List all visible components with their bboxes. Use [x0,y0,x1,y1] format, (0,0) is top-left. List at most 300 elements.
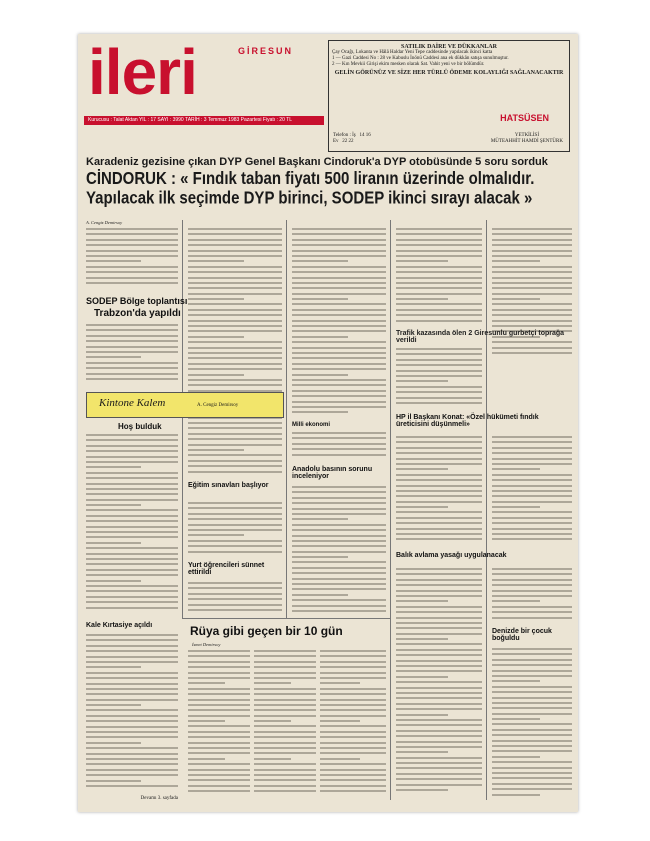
text-line [492,568,572,570]
text-line [188,587,282,589]
text-line [86,228,178,230]
text-line [254,709,316,711]
text-line [188,551,282,553]
text-line [86,736,178,738]
text-line [188,704,250,706]
text-line [396,391,482,393]
text-line [320,736,386,738]
text-line [86,763,178,765]
text-line [188,341,282,343]
text-line [292,298,348,300]
text-line [396,250,482,252]
text-line [396,364,482,366]
text-line [292,491,386,493]
text-line [396,277,482,279]
text-line [188,661,250,663]
headline-anadolu: Anadolu basının sorunu inceleniyor [292,466,373,480]
text-line [292,551,386,553]
text-line [492,691,572,693]
text-line [292,357,386,359]
text-line [492,767,572,769]
text-line [86,504,141,506]
text-line [188,266,282,268]
text-line [492,474,572,476]
text-line [254,704,316,706]
text-line [292,518,348,520]
text-line [396,501,482,503]
text-line [254,672,316,674]
text-line [188,374,244,376]
text-line [188,438,282,440]
text-line [492,756,540,758]
text-line [492,468,540,470]
text-line [292,599,386,601]
body-text [396,348,482,408]
text-line [188,725,250,727]
text-line [188,277,282,279]
text-line [292,303,386,305]
text-line [86,650,178,652]
newspaper-page [78,34,578,812]
text-line [188,260,244,262]
text-line [188,347,282,349]
text-line [86,666,141,668]
text-line [396,670,482,672]
text-line [492,686,572,688]
text-line [86,515,178,517]
text-line [396,452,482,454]
text-line [396,314,482,316]
text-line [396,260,448,262]
text-line [254,725,316,727]
text-line [188,314,282,316]
text-line [188,384,282,386]
text-line [492,579,572,581]
ad-contact: Telefon : İş 14 16 Ev 22 22 [333,133,371,144]
text-line [396,660,482,662]
text-line [188,655,250,657]
body-text [188,650,250,800]
text-line [86,466,141,468]
text-line [320,655,386,657]
text-line [188,779,250,781]
text-line [86,477,178,479]
text-line [86,356,141,358]
text-line [86,731,178,733]
text-line [396,244,482,246]
text-line [86,450,178,452]
body-text [396,436,482,546]
text-line [254,752,316,754]
text-line [320,650,386,652]
text-line [188,250,282,252]
text-line [396,633,482,635]
continued-label: Devamı 3. sayfada [140,796,178,801]
text-line [292,325,386,327]
text-line [396,353,482,355]
text-line [86,693,178,695]
text-line [86,266,178,268]
text-line [492,233,572,235]
text-line [254,774,316,776]
text-line [188,320,282,322]
text-line [254,688,316,690]
text-line [396,282,482,284]
text-line [396,697,482,699]
text-line [188,540,282,542]
text-line [188,271,282,273]
text-line [396,714,448,716]
text-line [492,595,572,597]
text-line [86,553,178,555]
text-line [292,228,386,230]
text-line [320,790,386,792]
text-line [396,751,448,753]
text-line [86,362,178,364]
text-line [320,688,386,690]
text-line [188,534,244,536]
text-line [396,348,482,350]
body-text [292,432,386,462]
text-line [492,293,572,295]
text-line [292,309,386,311]
text-line [396,741,482,743]
text-line [86,742,141,744]
text-line [292,454,386,456]
headline-yurt: Yurt öğrencileri sünnet ettirildi [188,562,265,576]
text-line [86,699,178,701]
text-line [396,611,482,613]
subheadline-sodep: Trabzon'da yapıldı [94,308,181,319]
text-line [292,556,348,558]
text-line [188,720,225,722]
text-line [492,788,572,790]
text-line [86,596,178,598]
text-line [492,244,572,246]
text-line [188,239,282,241]
text-line [396,375,482,377]
text-line [292,244,386,246]
text-line [292,287,386,289]
text-line [254,693,316,695]
text-line [188,303,282,305]
text-line [492,777,572,779]
text-line [396,606,482,608]
text-line [396,649,482,651]
text-line [86,656,178,658]
text-line [86,509,178,511]
text-line [396,255,482,257]
text-line [292,605,386,607]
text-line [254,779,316,781]
text-line [86,780,141,782]
text-line [188,427,282,429]
text-line [292,502,386,504]
text-line [188,709,250,711]
text-line [492,611,572,613]
text-line [188,769,250,771]
text-line [396,692,482,694]
text-line [292,395,386,397]
text-line [396,380,448,382]
text-line [188,518,282,520]
text-line [292,282,386,284]
text-line [292,401,386,403]
text-line [86,607,178,609]
text-line [292,384,386,386]
text-line [396,287,482,289]
text-line [188,444,282,446]
text-line [492,723,572,725]
text-line [492,745,572,747]
text-line [188,352,282,354]
headline-hp: HP il Başkanı Konat: «Özel hükümeti fındık üreticisini düşünmeli» [396,414,539,428]
text-line [188,666,250,668]
text-line [86,277,178,279]
text-line [292,239,386,241]
text-line [320,709,386,711]
text-line [396,303,482,305]
text-line [292,352,386,354]
text-line [396,402,482,404]
ad-slogan: GELİN GÖRÜNÜZ VE SİZE HER TÜRLÜ ÖDEME KOLAYLIĞI SAĞLANACAKTIR [334,70,564,76]
body-text [188,502,282,558]
text-line [492,702,572,704]
text-line [292,347,386,349]
text-line [188,758,225,760]
text-line [396,595,482,597]
text-line [396,511,482,513]
text-line [492,447,572,449]
text-line [492,522,572,524]
text-line [396,687,482,689]
text-line [292,266,386,268]
text-line [188,454,282,456]
text-line [492,303,572,305]
text-line [396,533,482,535]
text-line [188,699,250,701]
text-line [396,228,482,230]
text-line [396,627,482,629]
text-line [188,715,250,717]
text-line [188,763,250,765]
text-line [292,545,386,547]
text-line [86,774,178,776]
text-line [320,699,386,701]
text-line [492,697,572,699]
text-line [492,680,540,682]
text-line [86,434,178,436]
masthead-city: GİRESUN [238,46,294,56]
text-line [492,277,572,279]
text-line [492,490,572,492]
headline-ruya: Rüya gibi geçen bir 10 gün [190,624,343,638]
text-line [188,731,250,733]
masthead-logo: ileri [88,36,197,108]
column-title: Kintone Kalem [99,397,166,409]
text-line [86,531,178,533]
text-line [396,397,482,399]
text-line [292,271,386,273]
text-line [86,569,178,571]
text-line [86,747,178,749]
body-text [396,228,482,326]
ad-brand: HATSÜSEN [500,113,549,123]
text-line [292,368,386,370]
text-line [188,449,244,451]
text-line [188,287,282,289]
text-line [492,538,572,540]
text-line [492,750,572,752]
text-line [188,507,282,509]
ad-contact-person: YETKİLİSİ MÜTEAHHİT HAMDİ ŞENTÜRK [490,133,563,144]
body-text [86,634,178,794]
column-subtitle: Hoş bulduk [118,422,162,431]
text-line [86,483,178,485]
text-line [86,445,178,447]
text-line [396,708,482,710]
text-line [86,574,178,576]
text-line [292,363,386,365]
text-line [320,682,360,684]
text-line [86,367,178,369]
text-line [492,501,572,503]
text-line [188,330,282,332]
text-line [396,778,482,780]
text-line [86,639,178,641]
masthead [88,36,326,110]
text-line [492,463,572,465]
text-line [492,320,572,322]
text-line [396,579,482,581]
text-line [292,250,386,252]
column-divider [286,220,287,618]
text-line [188,309,282,311]
text-line [86,499,178,501]
text-line [396,584,482,586]
text-line [254,666,316,668]
text-line [492,794,540,796]
text-line [492,511,572,513]
text-line [254,682,291,684]
column-divider [486,220,487,800]
text-line [254,715,316,717]
text-line [292,330,386,332]
text-line [396,719,482,721]
text-line [292,567,386,569]
text-line [396,573,482,575]
column-divider [390,220,391,800]
masthead-info-line: Kurucusu : Talat Aktan YIL : 17 SAYI : 3990 TARİH : 3 Temmuz 1983 Pazartesi Fiyatı : 20 TL [84,116,324,125]
headline-sodep: SODEP Bölge toplantısı [86,296,188,306]
text-line [396,638,448,640]
text-line [492,325,572,327]
text-line [320,666,386,668]
text-line [396,746,482,748]
text-line [86,520,178,522]
text-line [188,422,282,424]
text-line [86,439,178,441]
text-line [86,335,178,337]
text-line [188,650,250,652]
text-line [188,298,244,300]
text-line [492,600,540,602]
text-line [292,336,348,338]
text-line [492,783,572,785]
body-text [492,648,572,800]
text-line [86,346,178,348]
text-line [492,718,540,720]
text-line [86,547,178,549]
body-text [292,486,386,618]
text-line [188,677,250,679]
text-line [492,675,572,677]
text-line [292,406,386,408]
text-line [292,293,386,295]
body-text [86,228,178,290]
text-line [254,785,316,787]
text-line [188,368,282,370]
text-line [188,693,250,695]
text-line [320,758,360,760]
text-line [188,774,250,776]
text-line [320,661,386,663]
text-line [292,314,386,316]
text-line [396,757,482,759]
text-line [396,495,482,497]
text-line [492,707,572,709]
text-line [86,726,178,728]
text-line [396,517,482,519]
text-line [86,585,178,587]
text-line [86,488,178,490]
text-line [188,471,282,473]
text-line [254,758,291,760]
text-line [492,309,572,311]
text-line [292,443,386,445]
text-line [320,715,386,717]
body-text [188,228,282,478]
text-line [86,472,178,474]
text-line [396,458,482,460]
text-line [396,617,482,619]
text-line [86,683,178,685]
section-divider [182,618,390,619]
text-line [492,761,572,763]
headline-denizde: Denizde bir çocuk boğuldu [492,628,552,642]
text-line [86,688,178,690]
text-line [292,437,386,439]
text-line [396,309,482,311]
body-text [492,436,572,546]
text-line [320,747,386,749]
text-line [292,411,348,413]
text-line [492,271,572,273]
text-line [492,458,572,460]
text-line [292,508,386,510]
ad-line: 2 — Kın Mevkii Girişi ekim mesken olarak Sat. Vahit yeni ve bir bölümdür. [332,62,485,67]
text-line [254,747,316,749]
text-line [188,545,282,547]
text-line [492,528,572,530]
text-line [254,720,291,722]
text-line [188,325,282,327]
text-line [292,320,386,322]
text-line [188,582,282,584]
text-line [254,736,316,738]
text-line [320,693,386,695]
text-line [492,485,572,487]
